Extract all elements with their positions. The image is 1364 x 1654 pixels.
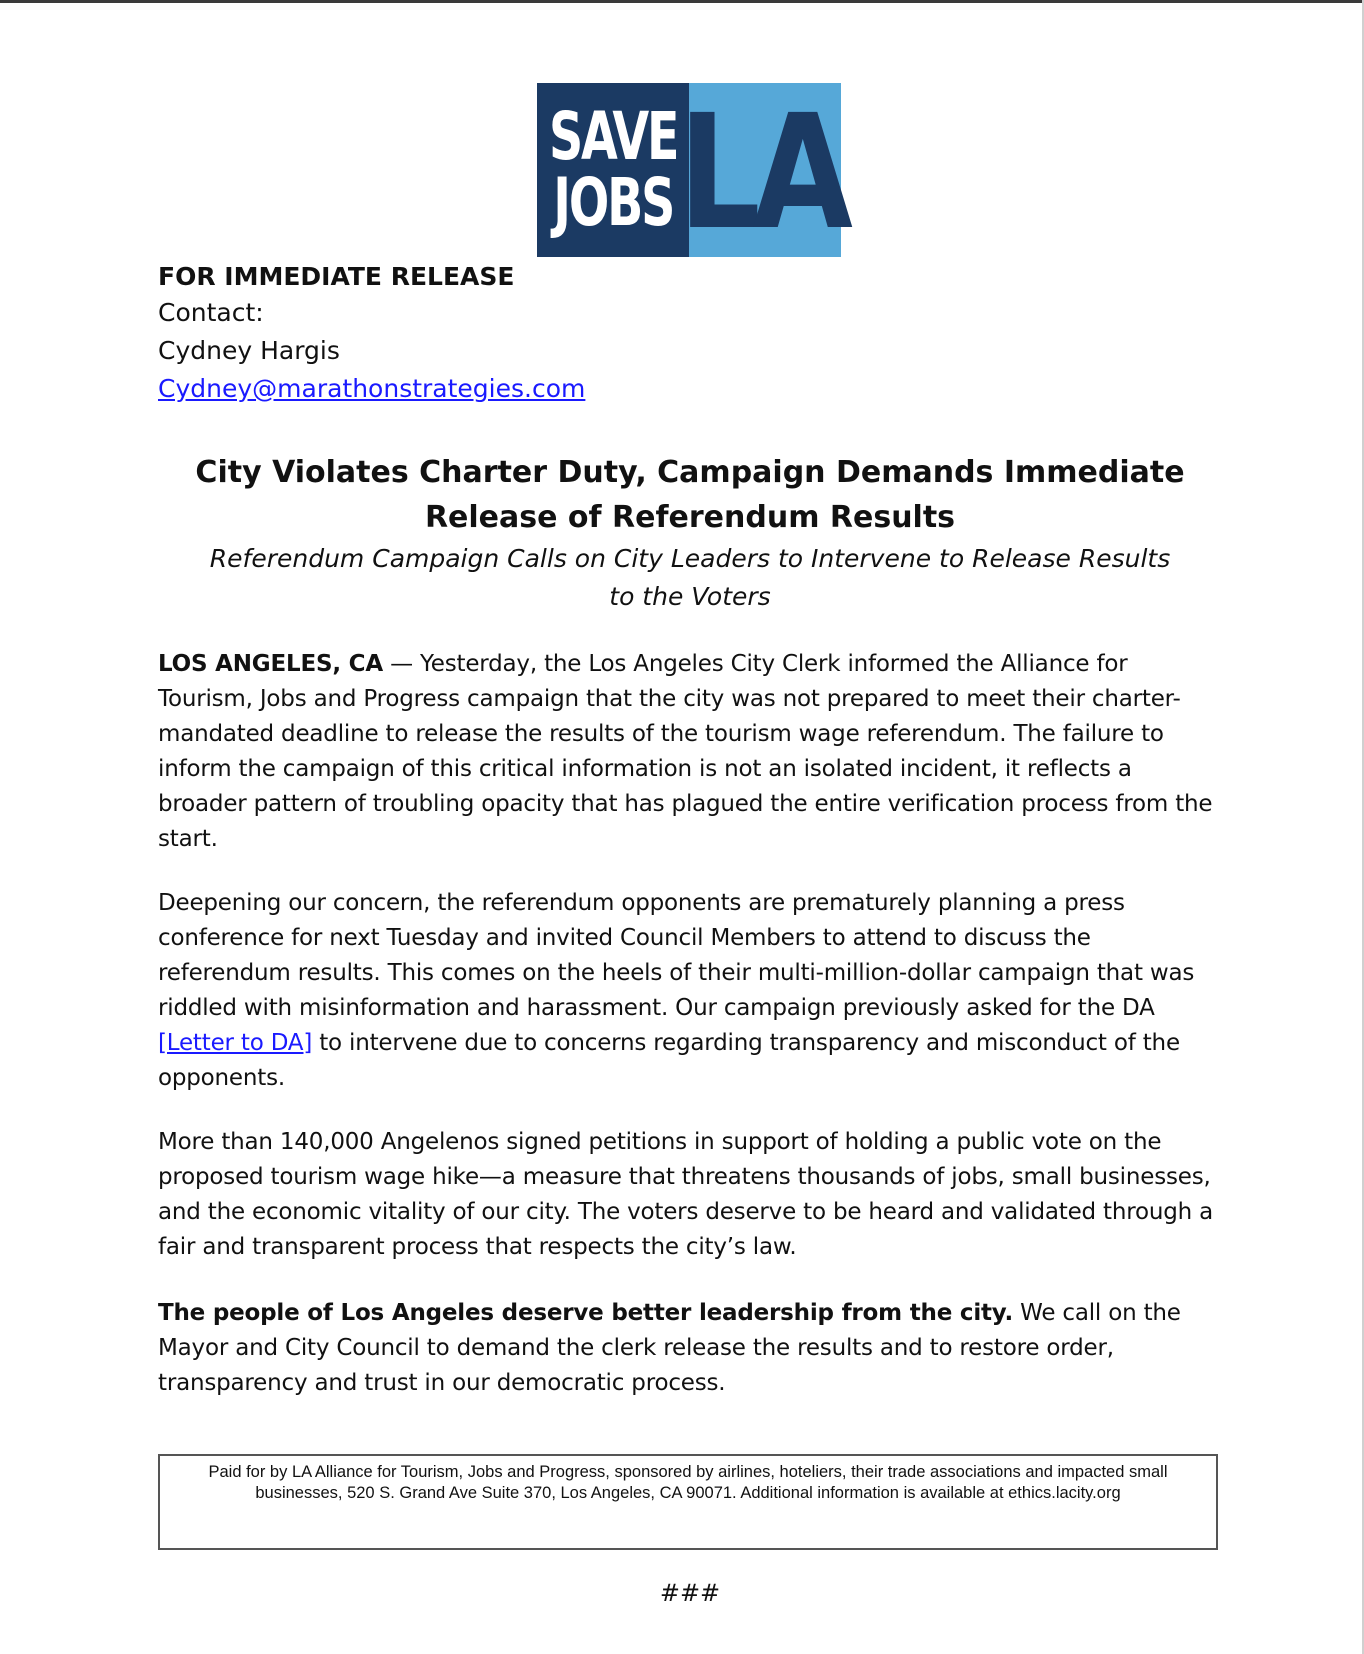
- paragraph-1-text: — Yesterday, the Los Angeles City Clerk informed the Alliance for Tourism, Jobs and Progress campaign that the city was not prepared to meet their charter-mandated deadline to release the results of the tourism wage referendum. The failure to inform the campaign of this critical information is not an isolated incident, it reflects a broader pattern of troubling opacity that has plagued the entire verification process from the start.: [158, 651, 1213, 852]
- paragraph-4-text: We call on the Mayor and City Council to demand the clerk release the results and to restore order, transparency and trust in our democratic process.: [158, 1300, 1181, 1396]
- body-paragraph-2: [158, 886, 1222, 1096]
- window-top-border: [0, 0, 1364, 3]
- logo-left-panel: [537, 83, 689, 257]
- press-release-subheadline: [158, 540, 1222, 616]
- logo-word-save: SAVE: [548, 98, 678, 175]
- press-release-headline: [158, 450, 1222, 540]
- headline-line-2: Release of Referendum Results: [424, 500, 956, 535]
- letter-to-da-link[interactable]: [Letter to DA]: [158, 1030, 313, 1056]
- save-jobs-la-logo: [537, 81, 845, 265]
- logo-word-jobs: JOBS: [553, 164, 673, 241]
- paragraph-2-text-before: Deepening our concern, the referendum opponents are prematurely planning a press conference for next Tuesday and invited Council Members to attend to discuss the referendum results. This comes on the heels of their multi-million-dollar campaign that was riddled with misinformation and harassment. Our campaign previously asked for the DA: [158, 890, 1195, 1021]
- release-label: FOR IMMEDIATE RELEASE: [158, 262, 515, 291]
- logo-word-la: LA: [677, 81, 845, 265]
- dateline: LOS ANGELES, CA: [158, 651, 383, 677]
- contact-email-link[interactable]: Cydney@marathonstrategies.com: [158, 374, 586, 403]
- end-mark: ###: [659, 1579, 721, 1607]
- headline-line-1: City Violates Charter Duty, Campaign Demands Immediate: [195, 455, 1185, 490]
- subheadline-line-1: Referendum Campaign Calls on City Leaders to Intervene to Release Results: [209, 544, 1171, 573]
- logo-right-panel: [677, 81, 845, 265]
- paragraph-2-text-after: to intervene due to concerns regarding transparency and misconduct of the opponents.: [158, 1030, 1180, 1091]
- contact-name: Cydney Hargis: [158, 336, 340, 365]
- disclaimer-line-2: businesses, 520 S. Grand Ave Suite 370, Los Angeles, CA 90071. Additional information is available at ethics.lacity.org: [255, 1484, 1121, 1502]
- paid-for-disclaimer-box: [158, 1454, 1218, 1550]
- body-paragraph-3: More than 140,000 Angelenos signed petitions in support of holding a public vote on the proposed tourism wage hike—a measure that threatens thousands of jobs, small businesses, and the economic vitality of our city. The voters deserve to be heard and validated through a fair and transparent process that respects the city’s law.: [158, 1129, 1214, 1260]
- body-paragraph-4: [158, 1296, 1222, 1401]
- body-paragraph-1: [158, 647, 1222, 857]
- subheadline-line-2: to the Voters: [609, 582, 771, 611]
- contact-label: Contact:: [158, 298, 264, 327]
- paragraph-4-bold: The people of Los Angeles deserve better leadership from the city.: [158, 1300, 1014, 1326]
- disclaimer-line-1: Paid for by LA Alliance for Tourism, Jobs and Progress, sponsored by airlines, hoteliers, their trade associations and impacted small: [208, 1463, 1168, 1481]
